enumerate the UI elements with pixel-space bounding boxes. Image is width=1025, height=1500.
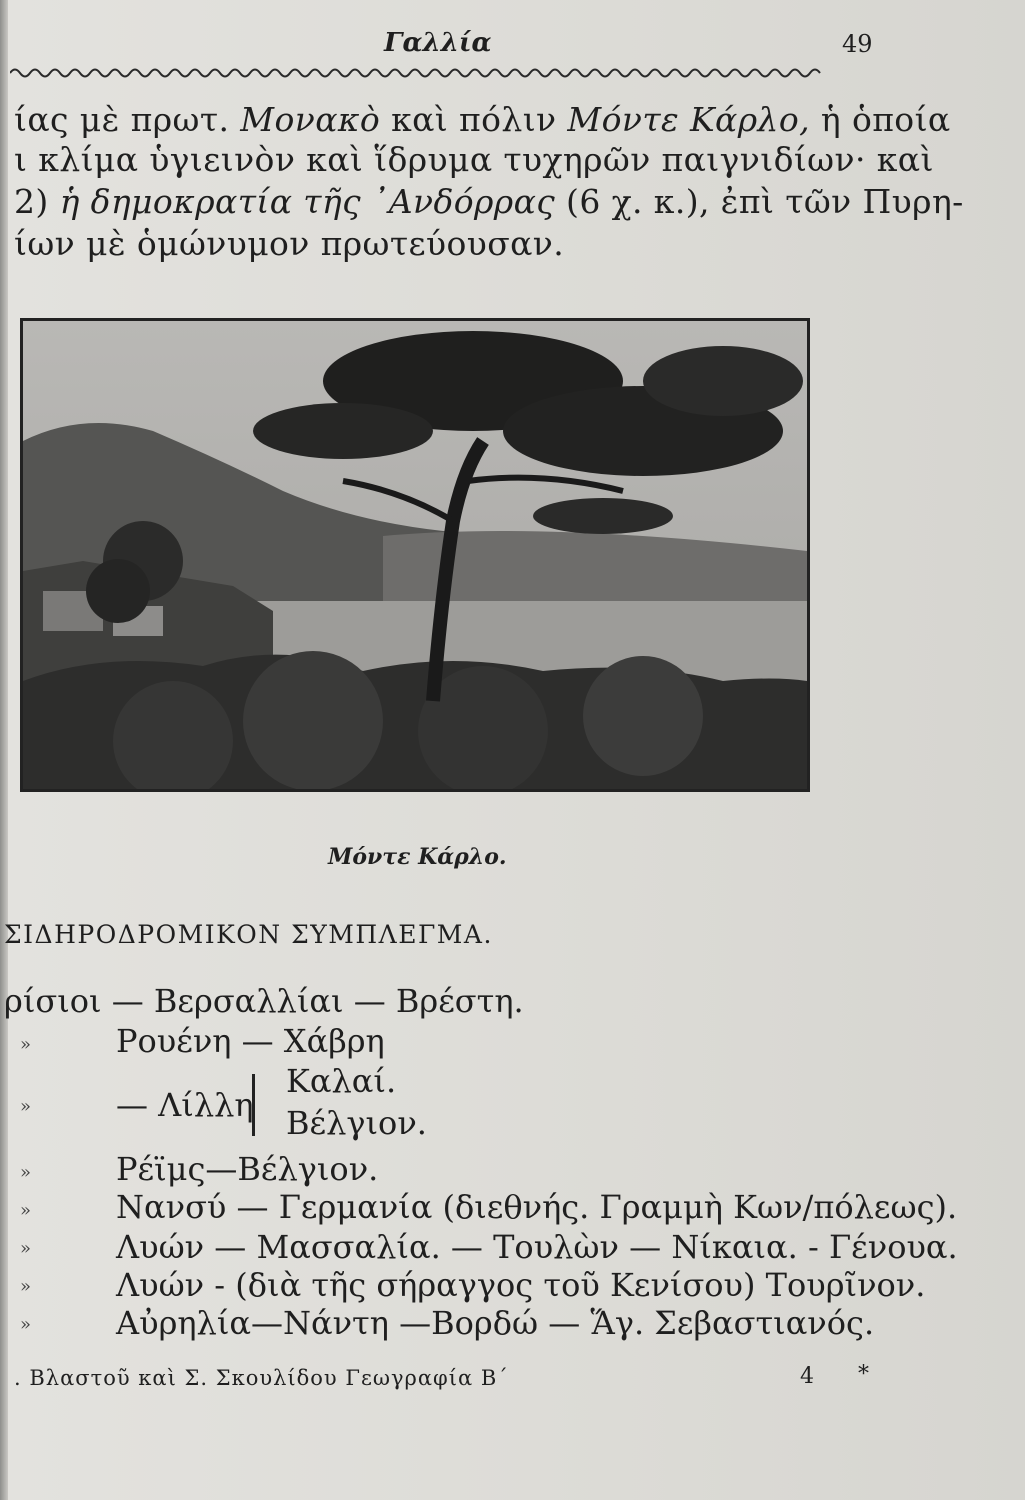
monte-carlo-photograph	[20, 318, 810, 792]
ditto-mark: »	[20, 1200, 32, 1221]
route-branch-belgium: Βέλγιον.	[286, 1104, 427, 1142]
route-line-5: Νανσύ — Γερμανία (διεθνής. Γραμμὴ Κων/πόλεως).	[116, 1188, 958, 1226]
footer-signature-number: 4	[800, 1364, 814, 1389]
ditto-mark: »	[20, 1096, 32, 1117]
route-line-6: Λυών — Μασσαλία. — Τουλὼν — Νίκαια. - Γένουα.	[116, 1228, 958, 1266]
ditto-mark: »	[20, 1276, 32, 1297]
text-run: ἡ ὁποία	[810, 100, 951, 139]
text-run: ίας μὲ πρωτ.	[14, 100, 241, 139]
route-line-3-start: — Λίλλη	[116, 1086, 254, 1124]
ditto-mark: »	[20, 1314, 32, 1335]
section-title: ΣΙΔΗΡΟΔΡΟΜΙΚΟΝ ΣΥΜΠΛΕΓΜΑ.	[4, 920, 493, 949]
ditto-mark: »	[20, 1162, 32, 1183]
route-branch-brace	[252, 1074, 269, 1136]
running-title: Γαλλία	[384, 28, 492, 58]
route-line-1: ρίσιοι — Βερσαλλίαι — Βρέστη.	[4, 982, 524, 1020]
route-branch-calais: Καλαί.	[286, 1062, 397, 1100]
paragraph-line-2: ι κλίμα ὑγιεινὸν καὶ ἵδρυμα τυχηρῶν παιγνιδίων· καὶ	[14, 140, 934, 179]
place-name-monaco: Μονακὸ	[240, 100, 381, 139]
route-line-4: Ρέϊμς—Βέλγιον.	[116, 1150, 379, 1188]
decorative-wavy-rule	[10, 64, 830, 82]
text-run: 2)	[14, 182, 60, 221]
page-binding-edge	[0, 0, 8, 1500]
photo-illustration	[23, 321, 807, 789]
place-name-andorra: ἡ δημοκρατία τῆς ᾽Ανδόρρας	[59, 182, 556, 221]
ditto-mark: »	[20, 1034, 32, 1055]
photo-caption: Μόντε Κάρλο.	[328, 844, 507, 870]
footer-book-title: . Βλαστοῦ καὶ Σ. Σκουλίδου Γεωγραφία Β΄	[14, 1366, 509, 1390]
text-run: καὶ πόλιν	[380, 100, 568, 139]
route-line-2: Ρουένη — Χάβρη	[116, 1022, 385, 1060]
paragraph-line-3	[14, 182, 964, 222]
route-line-7: Λυών - (διὰ τῆς σήραγγος τοῦ Κενίσου) Τουρῖνον.	[116, 1266, 926, 1304]
route-line-8: Αὐρηλία—Νάντη —Βορδώ — Ἅγ. Σεβαστιανός.	[116, 1304, 875, 1342]
text-run: (6 χ. κ.), ἐπὶ τῶν Πυρη-	[555, 182, 964, 221]
footer-star: *	[858, 1362, 869, 1387]
paragraph-line-1	[14, 100, 951, 140]
ditto-mark: »	[20, 1238, 32, 1259]
paragraph-line-4: ίων μὲ ὁμώνυμον πρωτεύουσαν.	[14, 224, 565, 263]
page-number: 49	[842, 30, 873, 58]
place-name-monte-carlo: Μόντε Κάρλο,	[567, 100, 810, 139]
